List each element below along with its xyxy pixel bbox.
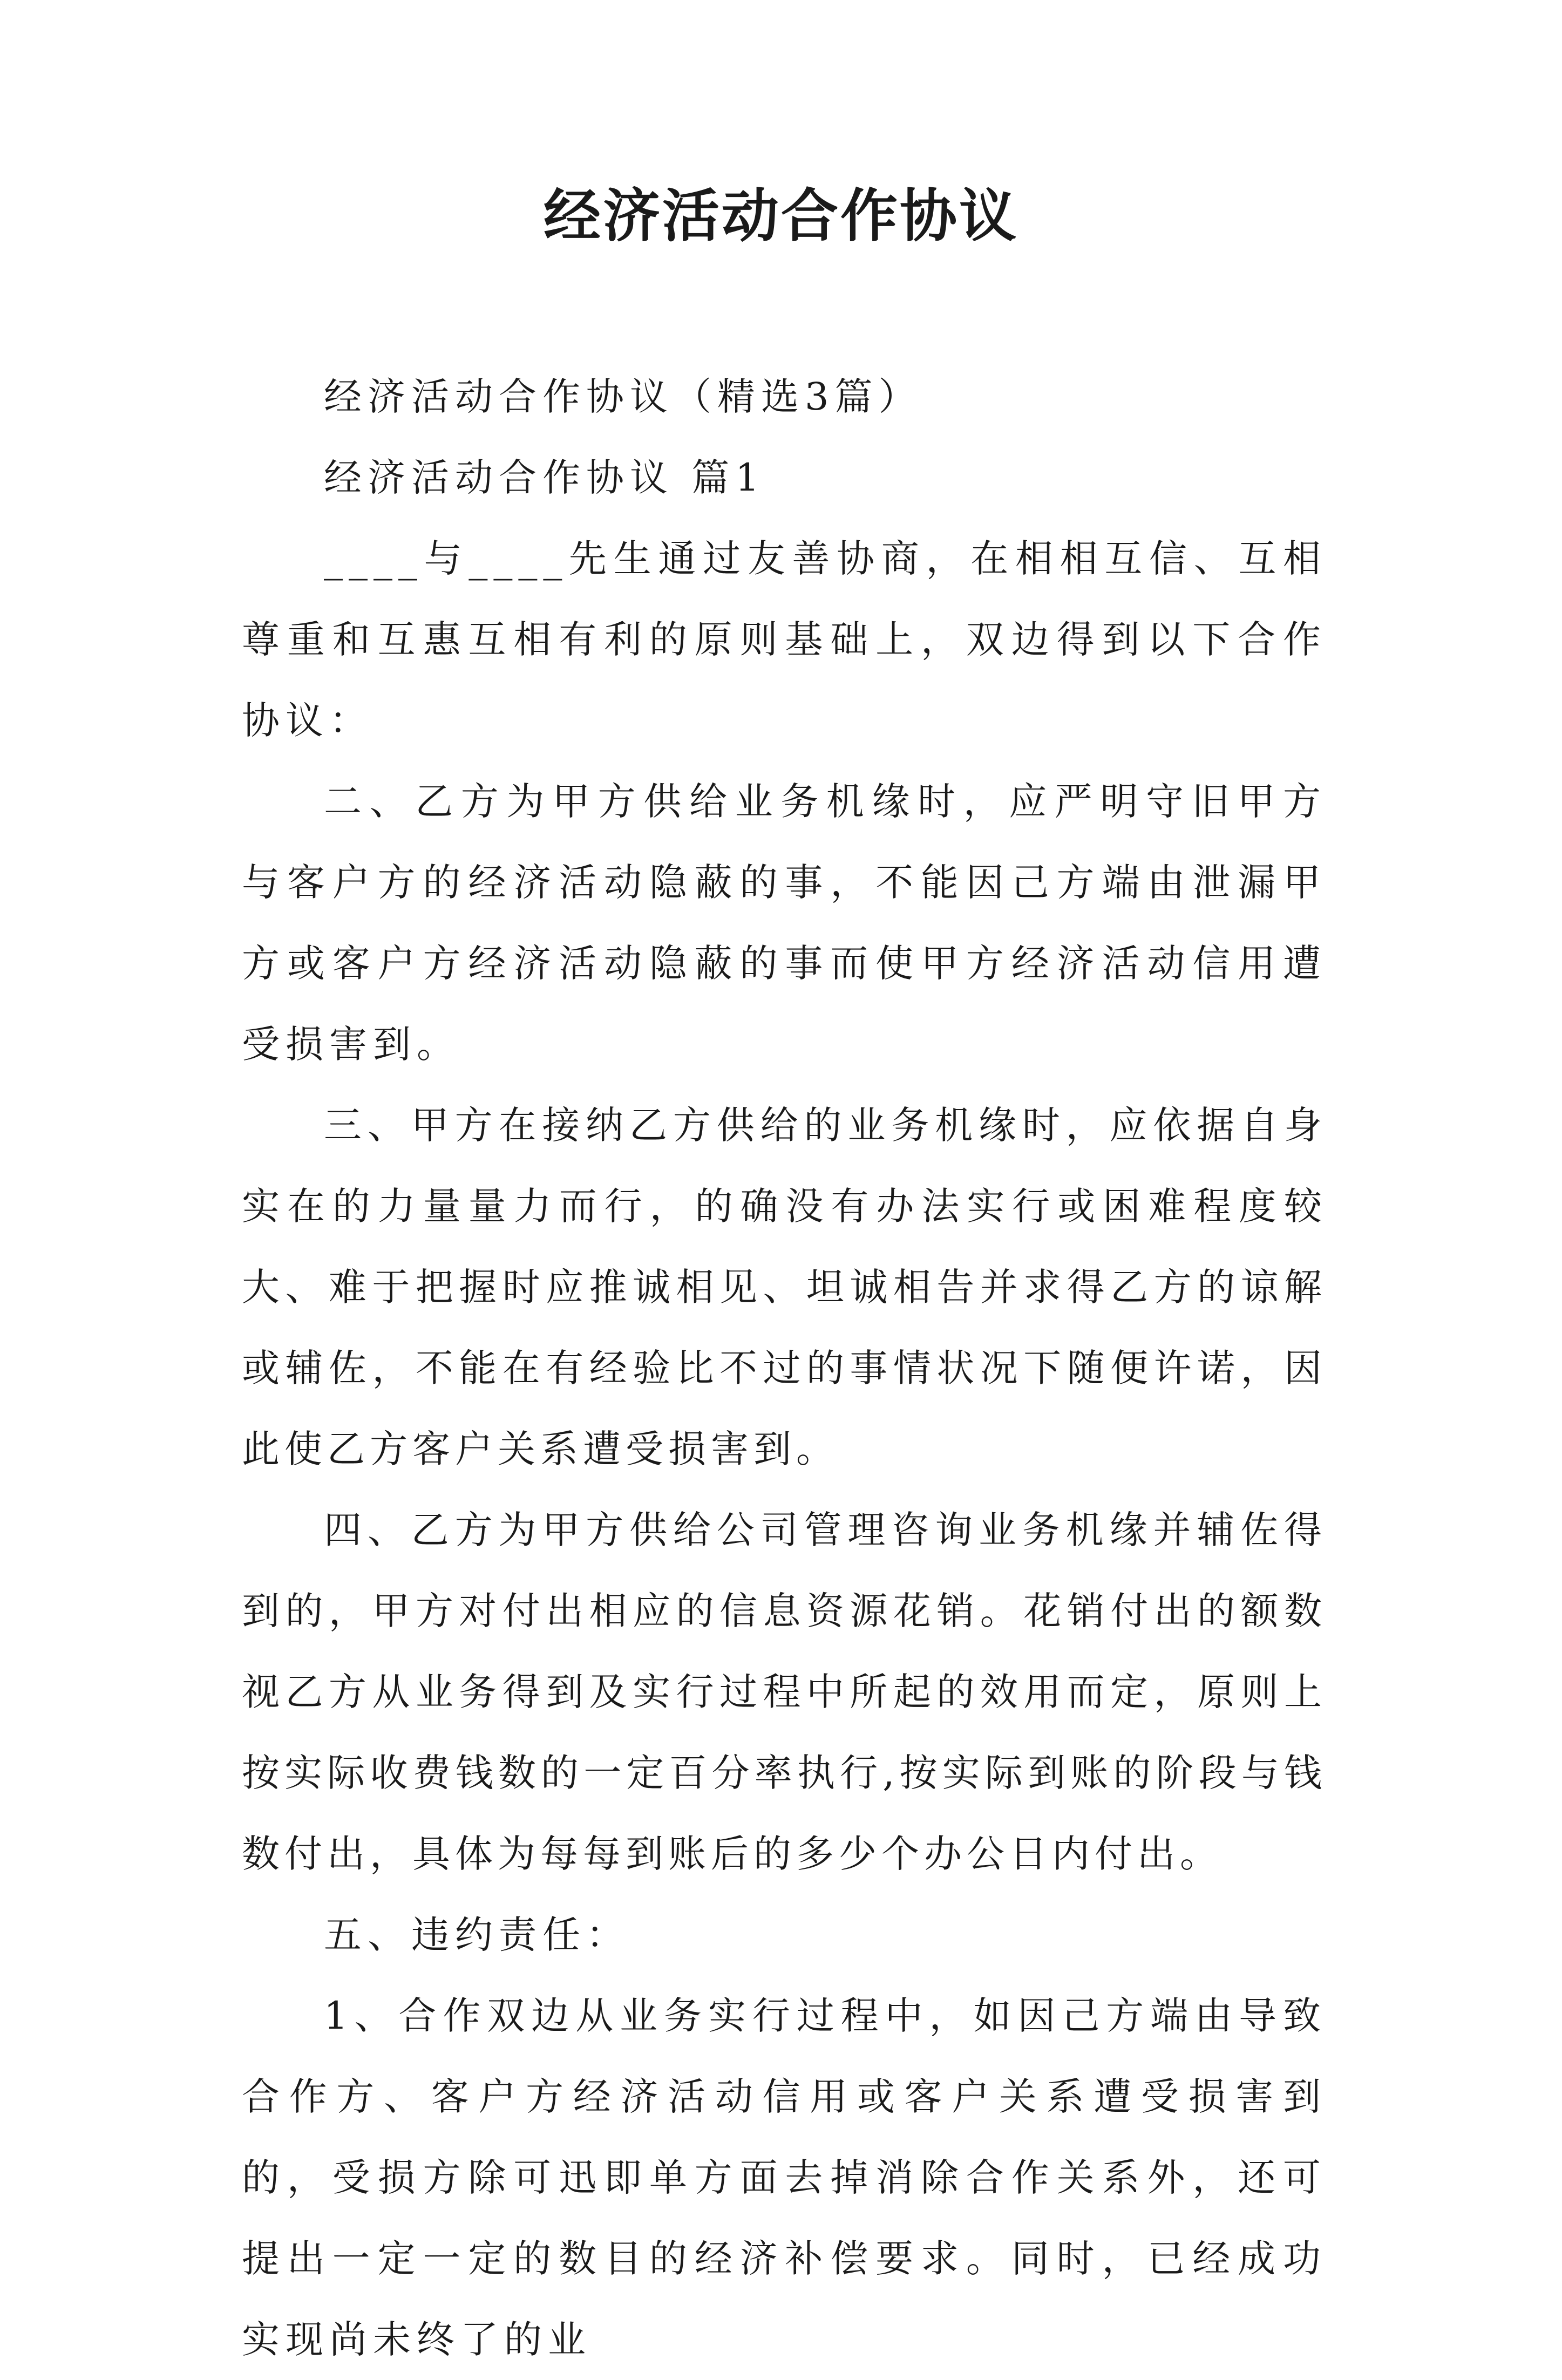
paragraph-clause-5-1: 1、合作双边从业务实行过程中，如因己方端由导致合作方、客户方经济活动信用或客户关系遭受损害到的，受损方除可迅即单方面去掉消除合作关系外，还可提出一定一定的数目的经济补偿要求。同时，已经成功实现尚未终了的业 — [242, 1994, 1327, 2362]
paragraph-intro: ____与____先生通过友善协商，在相相互信、互相尊重和互惠互相有利的原则基础上，双边得到以下合作协议： — [242, 536, 1327, 743]
paragraph-section-heading: 经济活动合作协议 篇1 — [324, 455, 765, 500]
paragraph-clause-3: 三、甲方在接纳乙方供给的业务机缘时，应依据自身实在的力量量力而行，的确没有办法实行或困难程度较大、难于把握时应推诚相见、坦诚相告并求得乙方的谅解或辅佐，不能在有经验比不过的事情状况下随便许诺，因此使乙方客户关系遭受损害到。 — [242, 1103, 1327, 1471]
paragraph-clause-4: 四、乙方为甲方供给公司管理咨询业务机缘并辅佐得到的，甲方对付出相应的信息资源花销。花销付出的额数视乙方从业务得到及实行过程中所起的效用而定，原则上按实际收费钱数的一定百分率执行,按实际到账的阶段与钱数付出，具体为每每到账后的多少个办公日内付出。 — [242, 1508, 1327, 1876]
document-title: 经济活动合作协议 — [544, 182, 1018, 249]
paragraph-subtitle: 经济活动合作协议（精选3篇） — [324, 375, 922, 419]
document-body — [242, 356, 1327, 2380]
paragraph-clause-2: 二、乙方为甲方供给业务机缘时，应严明守旧甲方与客户方的经济活动隐蔽的事，不能因己方端由泄漏甲方或客户方经济活动隐蔽的事而使甲方经济活动信用遭受损害到。 — [242, 779, 1327, 1066]
paragraph-clause-5-heading: 五、违约责任： — [324, 1913, 630, 1957]
